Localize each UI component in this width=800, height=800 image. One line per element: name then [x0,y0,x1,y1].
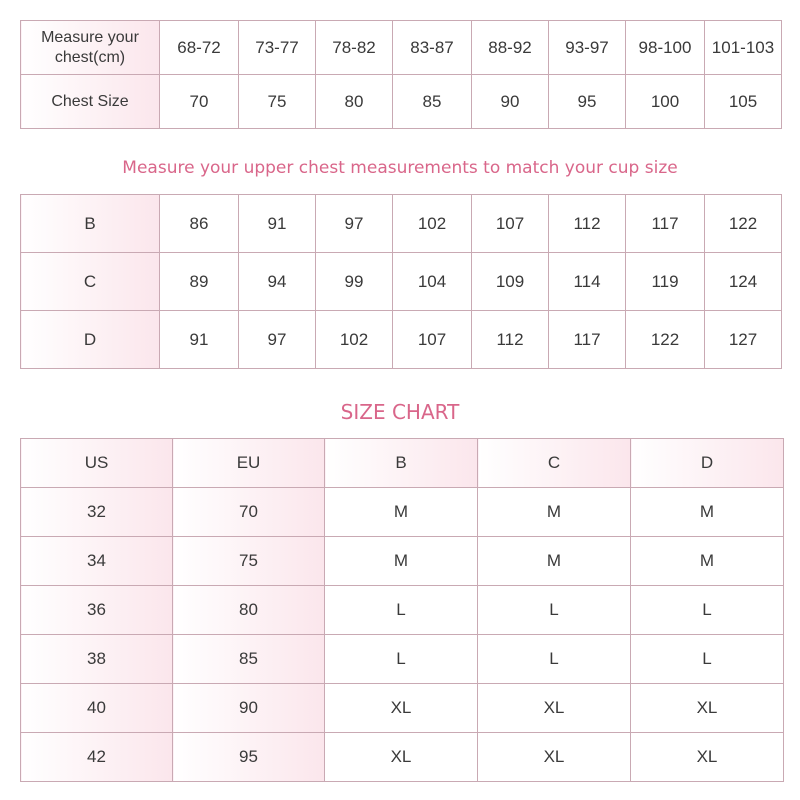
table-row [21,488,784,537]
cup-value: 124 [705,253,782,311]
cup-value: 97 [316,195,393,253]
measure-range: 68-72 [160,21,239,75]
size-c: XL [478,733,631,782]
measure-range: 93-97 [549,21,626,75]
chest-size-value: 85 [393,75,472,129]
chest-size-value: 100 [626,75,705,129]
size-d: XL [631,684,784,733]
eu-size: 70 [173,488,325,537]
cup-value: 114 [549,253,626,311]
size-b: M [325,537,478,586]
chest-size-value: 75 [239,75,316,129]
cup-value: 117 [626,195,705,253]
us-size: 40 [21,684,173,733]
cup-value: 99 [316,253,393,311]
size-header: EU [173,439,325,488]
cup-value: 112 [549,195,626,253]
measure-range: 88-92 [472,21,549,75]
cup-label: B [21,195,160,253]
measure-row [21,21,782,75]
size-c: L [478,586,631,635]
chest-size-label: Chest Size [21,75,160,129]
size-chart-heading: SIZE CHART [340,400,460,424]
cup-value: 112 [472,311,549,369]
size-header-row [21,439,784,488]
measure-range: 98-100 [626,21,705,75]
cup-size-heading: Measure your upper chest measurements to match your cup size [122,158,678,178]
measure-range: 83-87 [393,21,472,75]
size-d: M [631,488,784,537]
size-chart-table [20,438,784,782]
size-header: C [478,439,631,488]
cup-row-d [21,311,782,369]
size-d: M [631,537,784,586]
cup-value: 102 [316,311,393,369]
table-row [21,586,784,635]
cup-value: 102 [393,195,472,253]
eu-size: 90 [173,684,325,733]
cup-label: C [21,253,160,311]
cup-row-b [21,195,782,253]
cup-value: 89 [160,253,239,311]
size-c: M [478,537,631,586]
size-d: XL [631,733,784,782]
cup-value: 119 [626,253,705,311]
us-size: 32 [21,488,173,537]
cup-row-c [21,253,782,311]
size-b: XL [325,733,478,782]
size-header: B [325,439,478,488]
cup-value: 86 [160,195,239,253]
us-size: 42 [21,733,173,782]
chest-size-value: 90 [472,75,549,129]
cup-value: 109 [472,253,549,311]
measure-range: 73-77 [239,21,316,75]
measure-header-label: Measure your chest(cm) [21,21,160,75]
size-c: M [478,488,631,537]
cup-value: 97 [239,311,316,369]
size-d: L [631,586,784,635]
table-row [21,733,784,782]
size-c: L [478,635,631,684]
eu-size: 85 [173,635,325,684]
cup-value: 107 [472,195,549,253]
size-b: L [325,586,478,635]
cup-value: 91 [239,195,316,253]
measure-range: 78-82 [316,21,393,75]
chest-size-row [21,75,782,129]
cup-value: 91 [160,311,239,369]
chest-size-value: 70 [160,75,239,129]
us-size: 34 [21,537,173,586]
table-row [21,635,784,684]
cup-value: 122 [626,311,705,369]
size-b: M [325,488,478,537]
size-d: L [631,635,784,684]
size-c: XL [478,684,631,733]
eu-size: 95 [173,733,325,782]
size-b: L [325,635,478,684]
cup-value: 107 [393,311,472,369]
size-b: XL [325,684,478,733]
chest-size-value: 95 [549,75,626,129]
cup-value: 117 [549,311,626,369]
table-row [21,537,784,586]
measure-range: 101-103 [705,21,782,75]
chest-measure-table [20,20,782,129]
chest-size-value: 80 [316,75,393,129]
chest-size-value: 105 [705,75,782,129]
cup-value: 122 [705,195,782,253]
size-header: D [631,439,784,488]
us-size: 36 [21,586,173,635]
cup-size-table [20,194,782,369]
cup-value: 104 [393,253,472,311]
eu-size: 80 [173,586,325,635]
eu-size: 75 [173,537,325,586]
us-size: 38 [21,635,173,684]
table-row [21,684,784,733]
cup-label: D [21,311,160,369]
cup-value: 127 [705,311,782,369]
cup-value: 94 [239,253,316,311]
size-header: US [21,439,173,488]
